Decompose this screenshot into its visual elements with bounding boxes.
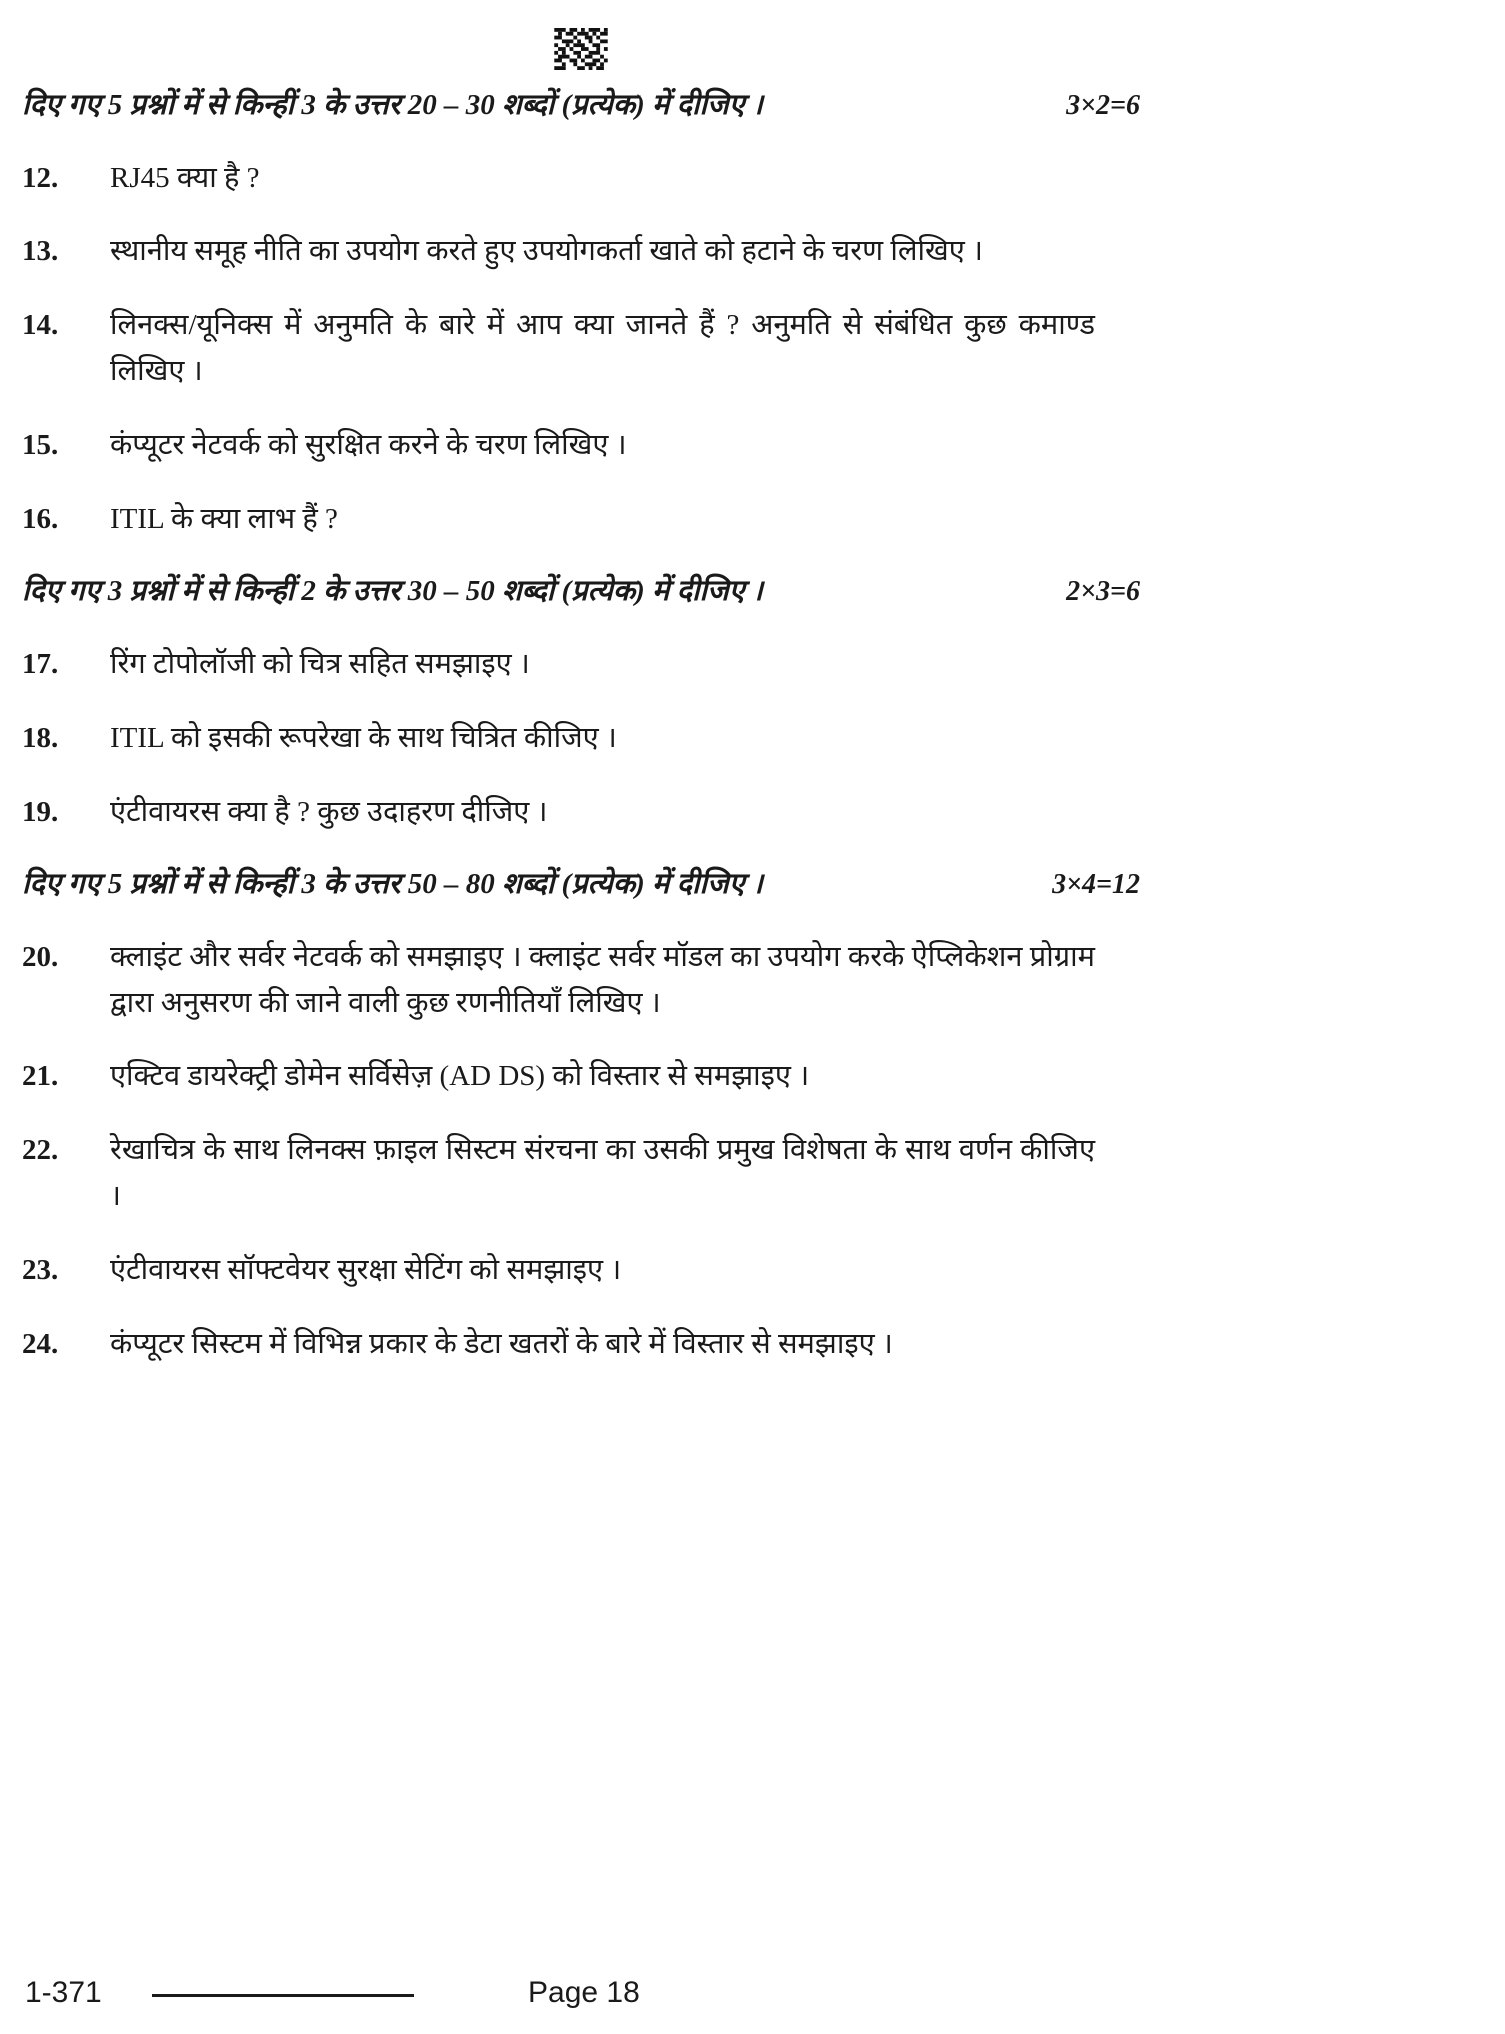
page-number: Page 18 [528, 1976, 640, 2009]
question-18-text: ITIL को इसकी रूपरेखा के साथ चित्रित कीजिए । [110, 721, 617, 754]
question-17 [22, 642, 1140, 688]
question-24-number: 24. [22, 1327, 59, 1360]
question-16 [22, 497, 1140, 543]
page-footer [0, 1974, 1505, 2018]
question-13 [22, 229, 1140, 275]
section-1-instruction-row [22, 84, 1140, 128]
qr-code-icon [554, 28, 608, 70]
question-19-number: 19. [22, 795, 59, 828]
paper-code: 1-371 [25, 1976, 102, 2009]
question-17-text: रिंग टोपोलॉजी को चित्र सहित समझाइए । [110, 647, 530, 680]
question-17-number: 17. [22, 647, 59, 680]
question-21-text: एक्टिव डायरेक्ट्री डोमेन सर्विसेज़ (AD DS) को विस्तार से समझाइए । [110, 1060, 810, 1093]
question-14-number: 14. [22, 309, 59, 342]
section-3-instruction-row [22, 863, 1140, 907]
question-20 [22, 935, 1140, 1027]
question-22 [22, 1128, 1140, 1220]
question-20-number: 20. [22, 940, 59, 973]
footer-rule [152, 1994, 414, 1997]
question-18-number: 18. [22, 721, 59, 754]
question-14-text: लिनक्स/यूनिक्स में अनुमति के बारे में आप क्या जानते हैं ? अनुमति से संबंधित कुछ कमाण्ड लिखिए । [110, 309, 1095, 387]
question-16-number: 16. [22, 502, 59, 535]
question-24-text: कंप्यूटर सिस्टम में विभिन्न प्रकार के डेटा खतरों के बारे में विस्तार से समझाइए । [110, 1327, 893, 1360]
question-12-number: 12. [22, 161, 59, 194]
question-18 [22, 716, 1140, 762]
question-15-number: 15. [22, 428, 59, 461]
section-3-marks: 3×4=12 [1052, 869, 1140, 901]
question-21-number: 21. [22, 1060, 59, 1093]
question-19 [22, 790, 1140, 836]
section-2-instruction-row [22, 570, 1140, 614]
section-2-marks: 2×3=6 [1066, 576, 1140, 608]
question-13-number: 13. [22, 235, 59, 268]
question-15-text: कंप्यूटर नेटवर्क को सुरक्षित करने के चरण लिखिए । [110, 428, 627, 461]
question-22-text: रेखाचित्र के साथ लिनक्स फ़ाइल सिस्टम संरचना का उसकी प्रमुख विशेषता के साथ वर्णन कीजिए । [110, 1134, 1095, 1213]
question-19-text: एंटीवायरस क्या है ? कुछ उदाहरण दीजिए । [110, 795, 548, 828]
question-23-number: 23. [22, 1253, 59, 1286]
section-3-instruction: दिए गए 5 प्रश्नों में से किन्हीं 3 के उत्तर 50 – 80 शब्दों (प्रत्येक) में दीजिए । [22, 868, 763, 901]
question-23-text: एंटीवायरस सॉफ्टवेयर सुरक्षा सेटिंग को समझाइए । [110, 1253, 622, 1286]
question-13-text: स्थानीय समूह नीति का उपयोग करते हुए उपयोगकर्ता खाते को हटाने के चरण लिखिए । [110, 235, 984, 268]
section-1-marks: 3×2=6 [1066, 90, 1140, 121]
section-1-instruction: दिए गए 5 प्रश्नों में से किन्हीं 3 के उत्तर 20 – 30 शब्दों (प्रत्येक) में दीजिए । [22, 89, 763, 121]
question-16-text: ITIL के क्या लाभ हैं ? [110, 502, 338, 535]
question-14 [22, 303, 1140, 395]
section-2-instruction: दिए गए 3 प्रश्नों में से किन्हीं 2 के उत्तर 30 – 50 शब्दों (प्रत्येक) में दीजिए । [22, 575, 763, 608]
question-21 [22, 1054, 1140, 1100]
question-12-text: RJ45 क्या है ? [110, 161, 260, 194]
question-23 [22, 1248, 1140, 1294]
page-content [22, 28, 1140, 1368]
question-22-number: 22. [22, 1134, 59, 1167]
question-24 [22, 1322, 1140, 1368]
question-12 [22, 156, 1140, 202]
question-15 [22, 423, 1140, 469]
question-20-text: क्लाइंट और सर्वर नेटवर्क को समझाइए । क्लाइंट सर्वर मॉडल का उपयोग करके ऐप्लिकेशन प्रोग्राम द्वारा अनुसरण की जाने वाली कुछ रणनीतियाँ लिखिए । [110, 940, 1095, 1019]
